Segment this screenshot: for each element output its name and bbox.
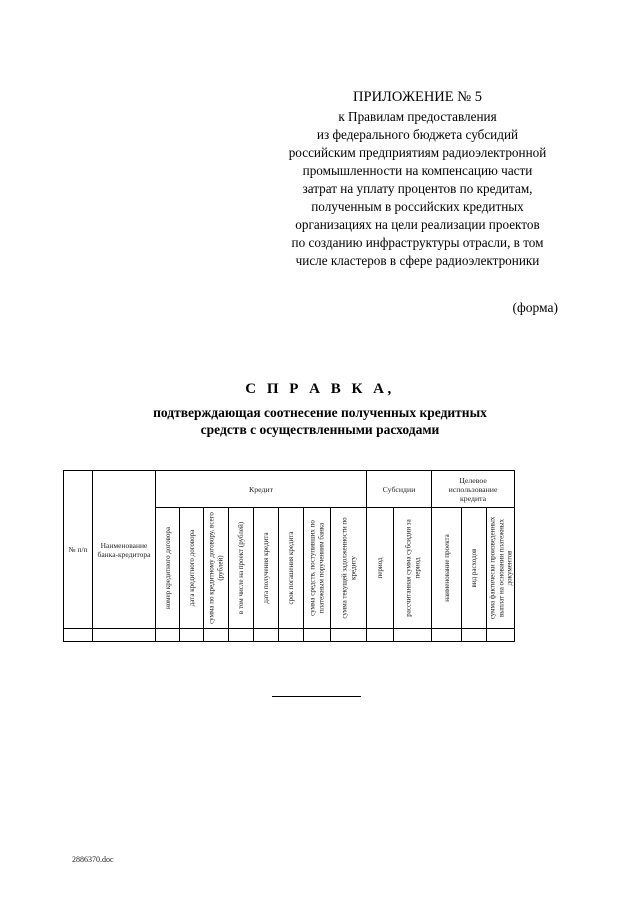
footer-filename: 2886370.doc xyxy=(72,855,114,864)
appendix-line: к Правилам предоставления xyxy=(338,109,497,124)
col-label: вид расходов xyxy=(469,548,478,588)
col-label: сумма текущей задолженности по кредиту xyxy=(340,517,357,619)
empty-cell xyxy=(462,629,487,642)
col-target-actual-sum xyxy=(487,508,515,629)
empty-cell xyxy=(331,629,367,642)
appendix-block xyxy=(250,88,585,270)
col-bank-label: Наименование банка-кредитора xyxy=(97,540,151,559)
col-credit-contract-date xyxy=(180,508,204,629)
col-label: сумма фактически произведенных выплат на основании платежных документов xyxy=(487,516,513,620)
empty-cell xyxy=(279,629,304,642)
appendix-line: промышленности на компенсацию части xyxy=(302,163,533,178)
col-credit-current-debt xyxy=(331,508,367,629)
group-subsidy-header xyxy=(367,471,432,508)
col-subsidy-amount xyxy=(394,508,432,629)
subtitle-line: подтверждающая соотнесение полученных кредитных xyxy=(153,405,487,420)
appendix-heading: ПРИЛОЖЕНИЕ № 5 xyxy=(353,89,482,105)
col-target-expense-type xyxy=(462,508,487,629)
col-label: дата получения кредита xyxy=(261,532,270,604)
col-label: период xyxy=(375,557,384,579)
col-label: в том числе на проект (рублей) xyxy=(236,521,245,615)
empty-cell xyxy=(156,629,180,642)
appendix-line: затрат на уплату процентов по кредитам, xyxy=(302,181,533,196)
appendix-line: числе кластеров в сфере радиоэлектроники xyxy=(295,253,540,268)
empty-cell xyxy=(367,629,394,642)
group-credit-header xyxy=(156,471,367,508)
appendix-line: организациях на цели реализации проектов xyxy=(295,217,540,232)
col-label: сумма по кредитному договору, всего (рублей) xyxy=(207,512,224,624)
col-label: рассчитанная сумма субсидии за период xyxy=(404,519,421,617)
col-credit-receive-date xyxy=(254,508,279,629)
empty-cell xyxy=(204,629,229,642)
col-credit-contract-number xyxy=(156,508,180,629)
col-number-header xyxy=(64,471,93,629)
col-credit-repay-term xyxy=(279,508,304,629)
empty-cell xyxy=(487,629,515,642)
empty-cell xyxy=(93,629,156,642)
empty-cell xyxy=(432,629,462,642)
col-bank-header xyxy=(93,471,156,629)
col-label: сумма средств, поступивших по платежным поручениям банка xyxy=(308,520,325,616)
empty-cell xyxy=(304,629,331,642)
signature-line xyxy=(272,696,361,697)
empty-cell xyxy=(229,629,254,642)
blank-corner xyxy=(515,629,567,642)
col-credit-total-sum xyxy=(204,508,229,629)
col-label: дата кредитного договора xyxy=(187,529,196,607)
empty-cell xyxy=(394,629,432,642)
document-title: С П Р А В К А, xyxy=(245,381,395,397)
col-target-project xyxy=(432,508,462,629)
subtitle-line: средств с осуществленными расходами xyxy=(200,422,440,437)
group-subsidy-label: Субсидии xyxy=(382,484,416,494)
empty-cell xyxy=(254,629,279,642)
appendix-line: из федерального бюджета субсидий xyxy=(316,127,519,142)
col-credit-project-sum xyxy=(229,508,254,629)
col-subsidy-period xyxy=(367,508,394,629)
group-target-header xyxy=(432,471,515,508)
appendix-line: полученным в российских кредитных xyxy=(311,199,524,214)
group-target-label: Целевое использование кредита xyxy=(448,475,498,503)
group-credit-label: Кредит xyxy=(249,484,274,494)
col-number-label: № п/п xyxy=(68,545,88,554)
credit-table xyxy=(63,470,567,642)
col-label: наименование проекта xyxy=(442,534,451,602)
col-label: номер кредитного договора xyxy=(163,527,172,609)
col-label: срок погашения кредита xyxy=(286,531,295,605)
appendix-line: российским предприятиям радиоэлектронной xyxy=(288,145,547,160)
appendix-line: по созданию инфраструктуры отрасли, в том xyxy=(291,235,544,250)
blank-corner xyxy=(515,471,567,508)
empty-cell xyxy=(64,629,93,642)
form-label: (форма) xyxy=(512,300,558,315)
col-credit-received-funds xyxy=(304,508,331,629)
empty-cell xyxy=(180,629,204,642)
document-subtitle xyxy=(100,404,540,438)
blank-corner xyxy=(515,508,567,629)
